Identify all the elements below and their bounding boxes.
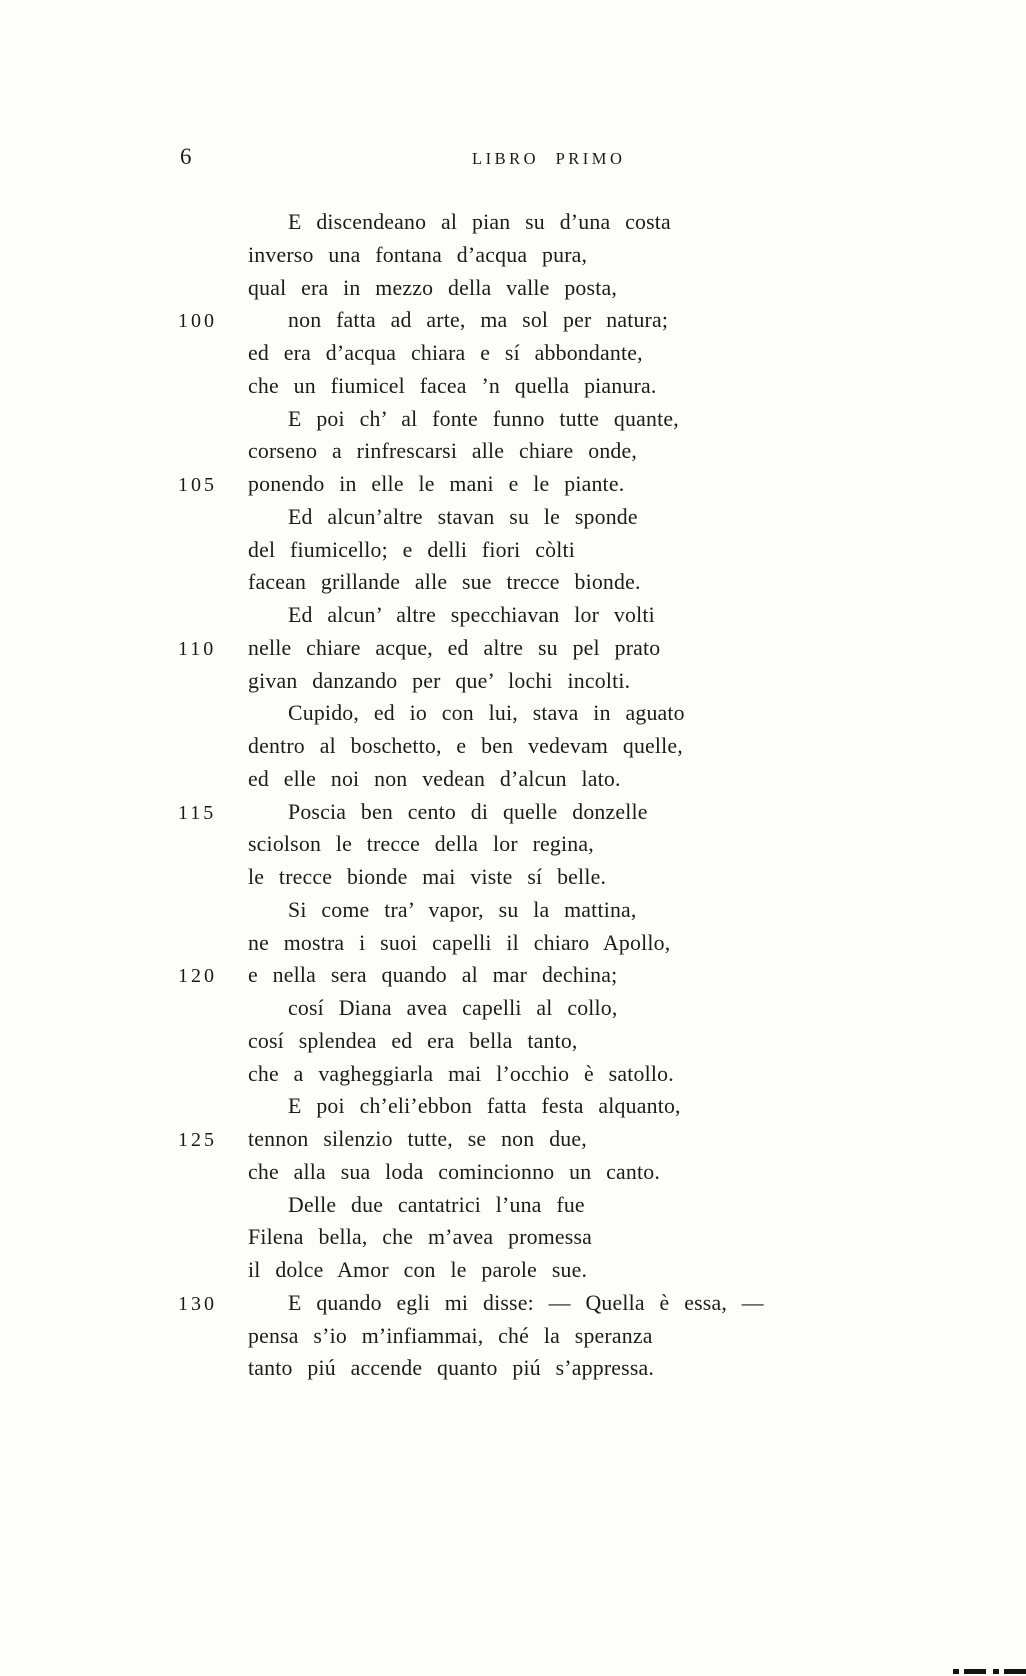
poem-line-text: inverso una fontana d’acqua pura, <box>248 242 588 267</box>
poem-line-text: E poi ch’eli’ebbon fatta festa alquanto, <box>288 1094 681 1119</box>
poem-line <box>178 665 918 698</box>
poem-line <box>178 468 918 501</box>
poem-line-text: cosí splendea ed era bella tanto, <box>248 1028 578 1053</box>
line-number: 100 <box>178 310 217 333</box>
poem-line-text: le trecce bionde mai viste sí belle. <box>248 865 607 889</box>
poem-line-text: givan danzando per que’ lochi incolti. <box>248 668 631 693</box>
poem-line-text: Delle due cantatrici l’una fue <box>288 1192 585 1217</box>
poem-line <box>178 861 918 894</box>
poem-line <box>178 1320 918 1353</box>
poem-line <box>178 370 918 403</box>
line-number: 125 <box>178 1129 217 1151</box>
poem-line-text: Cupido, ed io con lui, stava in aguato <box>288 701 685 726</box>
poem-line <box>178 730 918 763</box>
poem-line <box>178 206 918 239</box>
poem-line-text: tennon silenzio tutte, se non due, <box>248 1127 587 1151</box>
poem-line <box>178 763 918 796</box>
poem-line <box>178 894 918 927</box>
poem-line-text: ponendo in elle le mani e le piante. <box>248 472 625 496</box>
poem-line <box>178 1287 918 1320</box>
poem-line <box>178 1025 918 1058</box>
poem-line-text: e nella sera quando al mar dechina; <box>248 963 618 988</box>
poem-line <box>178 599 918 632</box>
poem-line-text: Filena bella, che m’avea promessa <box>248 1225 593 1250</box>
poem-line <box>178 1352 918 1385</box>
poem-line-text: sciolson le trecce della lor regina, <box>248 832 594 857</box>
poem-line-text: Ed alcun’altre stavan su le sponde <box>288 504 638 529</box>
poem-line-text: cosí Diana avea capelli al collo, <box>288 996 618 1020</box>
poem-line <box>178 304 918 337</box>
poem-line-text: nelle chiare acque, ed altre su pel prato <box>248 635 661 660</box>
poem-line <box>178 566 918 599</box>
line-number: 115 <box>178 801 217 824</box>
poem-line <box>178 632 918 665</box>
poem-line <box>178 534 918 567</box>
poem-line-text: pensa s’io m’infiammai, ché la speranza <box>248 1323 653 1348</box>
poem-line <box>178 1189 918 1222</box>
poem-line-text: tanto piú accende quanto piú s’appressa. <box>248 1356 655 1381</box>
poem-line-text: che un fiumicel facea ’n quella pianura. <box>248 373 657 398</box>
poem-line-text: ed elle noi non vedean d’alcun lato. <box>248 766 621 791</box>
poem-line <box>178 1090 918 1123</box>
poem-line <box>178 272 918 305</box>
poem-line <box>178 1254 918 1287</box>
poem-line <box>178 501 918 534</box>
poem-line <box>178 239 918 272</box>
poem-line <box>178 927 918 960</box>
line-number: 130 <box>178 1292 217 1315</box>
poem-line-text: qual era in mezzo della valle posta, <box>248 275 617 300</box>
poem-line-text: ne mostra i suoi capelli il chiaro Apollo, <box>248 930 671 955</box>
poem-line <box>178 1123 918 1156</box>
poem-line-text: dentro al boschetto, e ben vedevam quelle, <box>248 734 683 758</box>
poem-line <box>178 337 918 370</box>
line-number: 120 <box>178 965 217 988</box>
poem-line <box>178 1058 918 1091</box>
poem-line-text: ed era d’acqua chiara e sí abbondante, <box>248 341 643 365</box>
running-header: LIBRO PRIMO <box>472 149 626 168</box>
poem-line <box>178 1221 918 1254</box>
poem-line-text: il dolce Amor con le parole sue. <box>248 1258 588 1282</box>
page-number: 6 <box>180 144 193 169</box>
poem-text-block <box>178 206 918 1385</box>
poem-line-text: facean grillande alle sue trecce bionde. <box>248 570 641 595</box>
poem-line-text: del fiumicello; e delli fiori còlti <box>248 537 575 562</box>
poem-line-text: Ed alcun’ altre specchiavan lor volti <box>288 603 655 627</box>
poem-line <box>178 403 918 436</box>
poem-line-text: che alla sua loda comincionno un canto. <box>248 1159 660 1184</box>
poem-line <box>178 697 918 730</box>
poem-line <box>178 435 918 468</box>
poem-line-text: corseno a rinfrescarsi alle chiare onde, <box>248 439 638 464</box>
poem-line-text: E quando egli mi disse: — Quella è essa, — <box>288 1290 764 1315</box>
poem-line-text: Si come tra’ vapor, su la mattina, <box>288 897 637 922</box>
poem-line <box>178 1156 918 1189</box>
scan-artifact-mark <box>953 1669 1026 1674</box>
poem-line <box>178 796 918 829</box>
poem-line <box>178 959 918 992</box>
poem-line-text: E poi ch’ al fonte funno tutte quante, <box>288 406 679 431</box>
poem-line-text: non fatta ad arte, ma sol per natura; <box>288 308 669 333</box>
line-number: 110 <box>178 637 217 660</box>
poem-line <box>178 992 918 1025</box>
line-number: 105 <box>178 474 217 496</box>
poem-line-text: E discendeano al pian su d’una costa <box>288 210 671 234</box>
poem-line <box>178 828 918 861</box>
poem-line-text: Poscia ben cento di quelle donzelle <box>288 799 648 824</box>
poem-line-text: che a vagheggiarla mai l’occhio è satollo. <box>248 1061 674 1086</box>
